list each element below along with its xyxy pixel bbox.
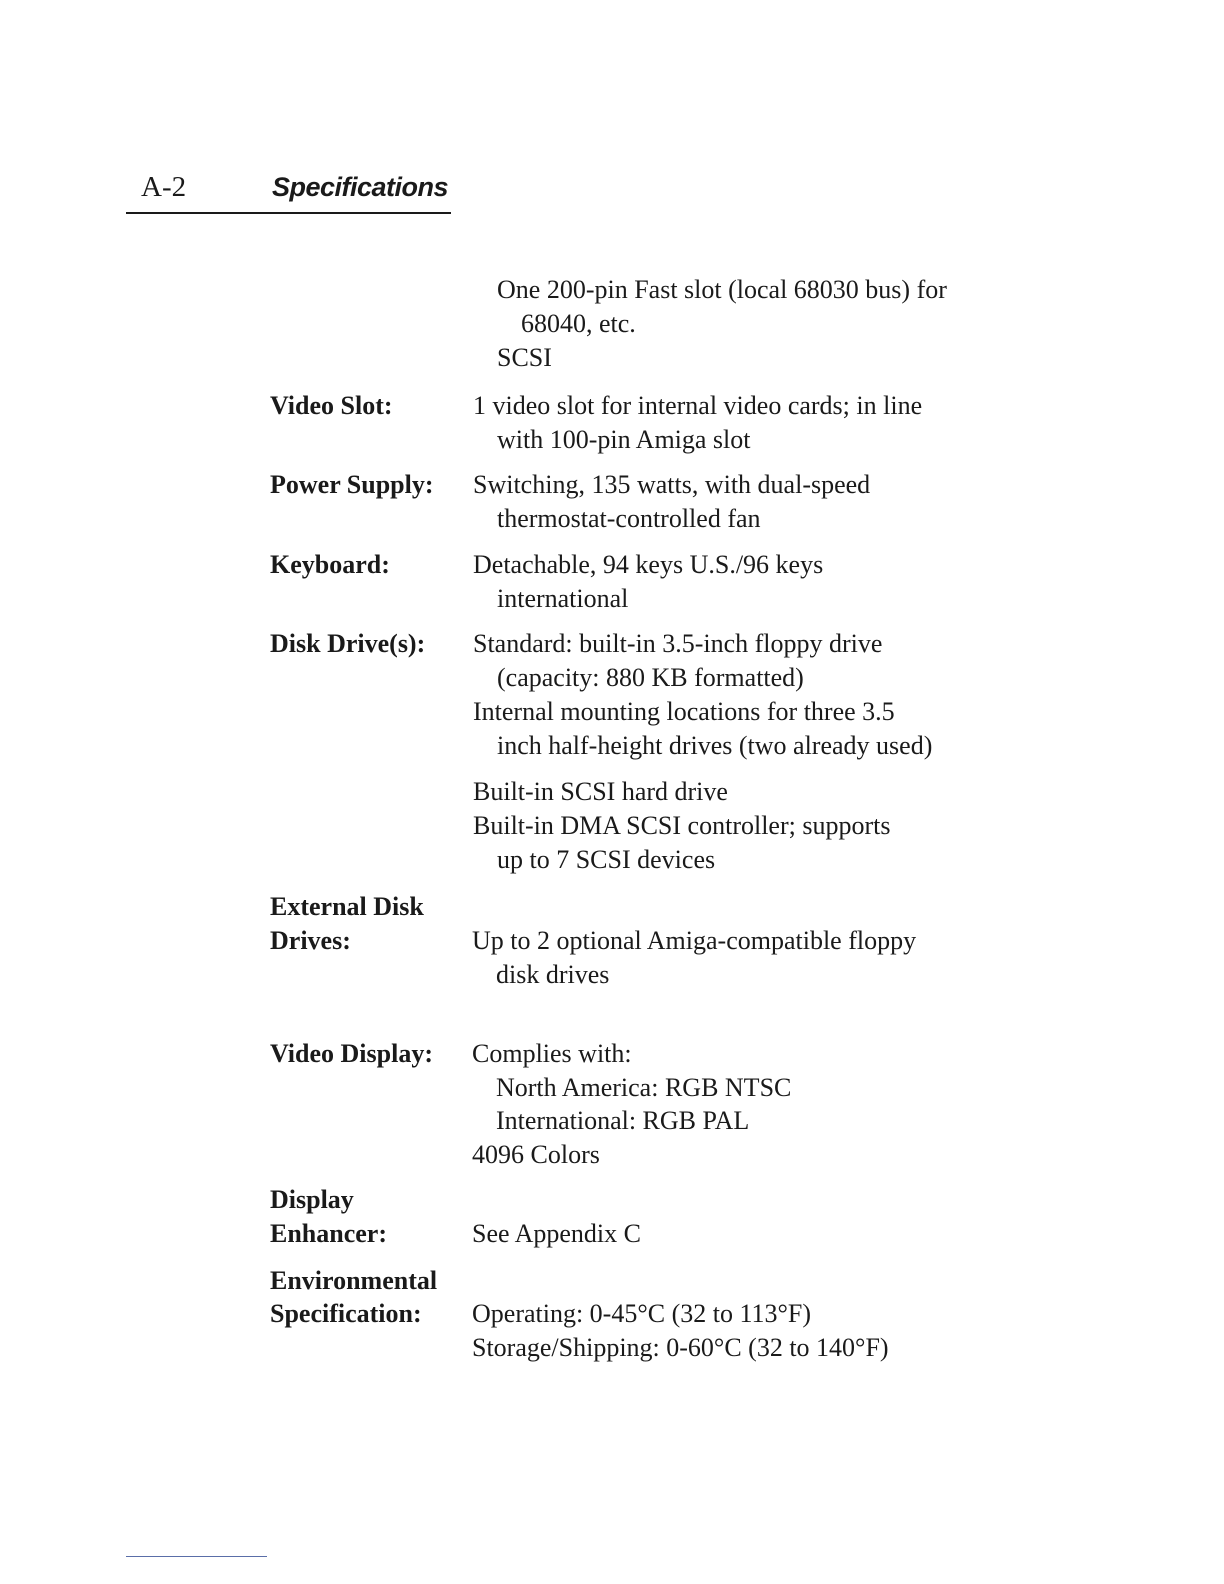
spec-value-line: Built-in SCSI hard drive	[473, 777, 728, 806]
spec-value-line: Complies with:	[472, 1039, 632, 1068]
spec-value-line: thermostat-controlled fan	[497, 504, 761, 533]
spec-label-environmental: Environmental	[270, 1266, 438, 1295]
spec-value-line: (capacity: 880 KB formatted)	[497, 663, 804, 692]
spec-value-line: international	[497, 584, 629, 613]
spec-label-disk-drives: Disk Drive(s):	[270, 629, 426, 658]
footer-rule	[126, 1556, 267, 1557]
spec-value-line: Up to 2 optional Amiga-compatible floppy	[472, 926, 917, 955]
intro-line: SCSI	[497, 343, 552, 372]
spec-label-environmental: Specification:	[270, 1299, 422, 1328]
spec-value-line: Detachable, 94 keys U.S./96 keys	[473, 550, 824, 579]
spec-label-keyboard: Keyboard:	[270, 550, 390, 579]
spec-value-line: Storage/Shipping: 0-60°C (32 to 140°F)	[472, 1333, 889, 1362]
header-rule	[126, 212, 451, 214]
spec-value-line: Switching, 135 watts, with dual-speed	[473, 470, 871, 499]
spec-value-line: Internal mounting locations for three 3.5	[473, 697, 895, 726]
spec-value-line: 1 video slot for internal video cards; in line	[473, 391, 923, 420]
spec-value-line: Standard: built-in 3.5-inch floppy drive	[473, 629, 883, 658]
spec-value-line: disk drives	[496, 960, 610, 989]
spec-label-external-disk: External Disk	[270, 892, 424, 921]
spec-label-video-display: Video Display:	[270, 1039, 433, 1068]
spec-value-line: 4096 Colors	[472, 1140, 600, 1169]
spec-value-line: up to 7 SCSI devices	[497, 845, 716, 874]
spec-value-line: Operating: 0-45°C (32 to 113°F)	[472, 1299, 812, 1328]
intro-line: 68040, etc.	[521, 309, 636, 338]
spec-value-line: with 100-pin Amiga slot	[497, 425, 751, 454]
spec-label-display-enhancer: Enhancer:	[270, 1219, 387, 1248]
section-title: Specifications	[272, 172, 449, 202]
spec-value-line: International: RGB PAL	[496, 1106, 750, 1135]
spec-label-external-disk: Drives:	[270, 926, 351, 955]
spec-label-video-slot: Video Slot:	[270, 391, 393, 420]
spec-value-line: inch half-height drives (two already used)	[497, 731, 933, 760]
spec-value-line: See Appendix C	[472, 1219, 641, 1248]
spec-value-line: North America: RGB NTSC	[496, 1073, 792, 1102]
page-number: A-2	[141, 171, 187, 203]
spec-value-line: Built-in DMA SCSI controller; supports	[473, 811, 891, 840]
spec-label-display-enhancer: Display	[270, 1185, 354, 1214]
spec-label-power-supply: Power Supply:	[270, 470, 434, 499]
intro-line: One 200-pin Fast slot (local 68030 bus) for	[497, 275, 947, 304]
